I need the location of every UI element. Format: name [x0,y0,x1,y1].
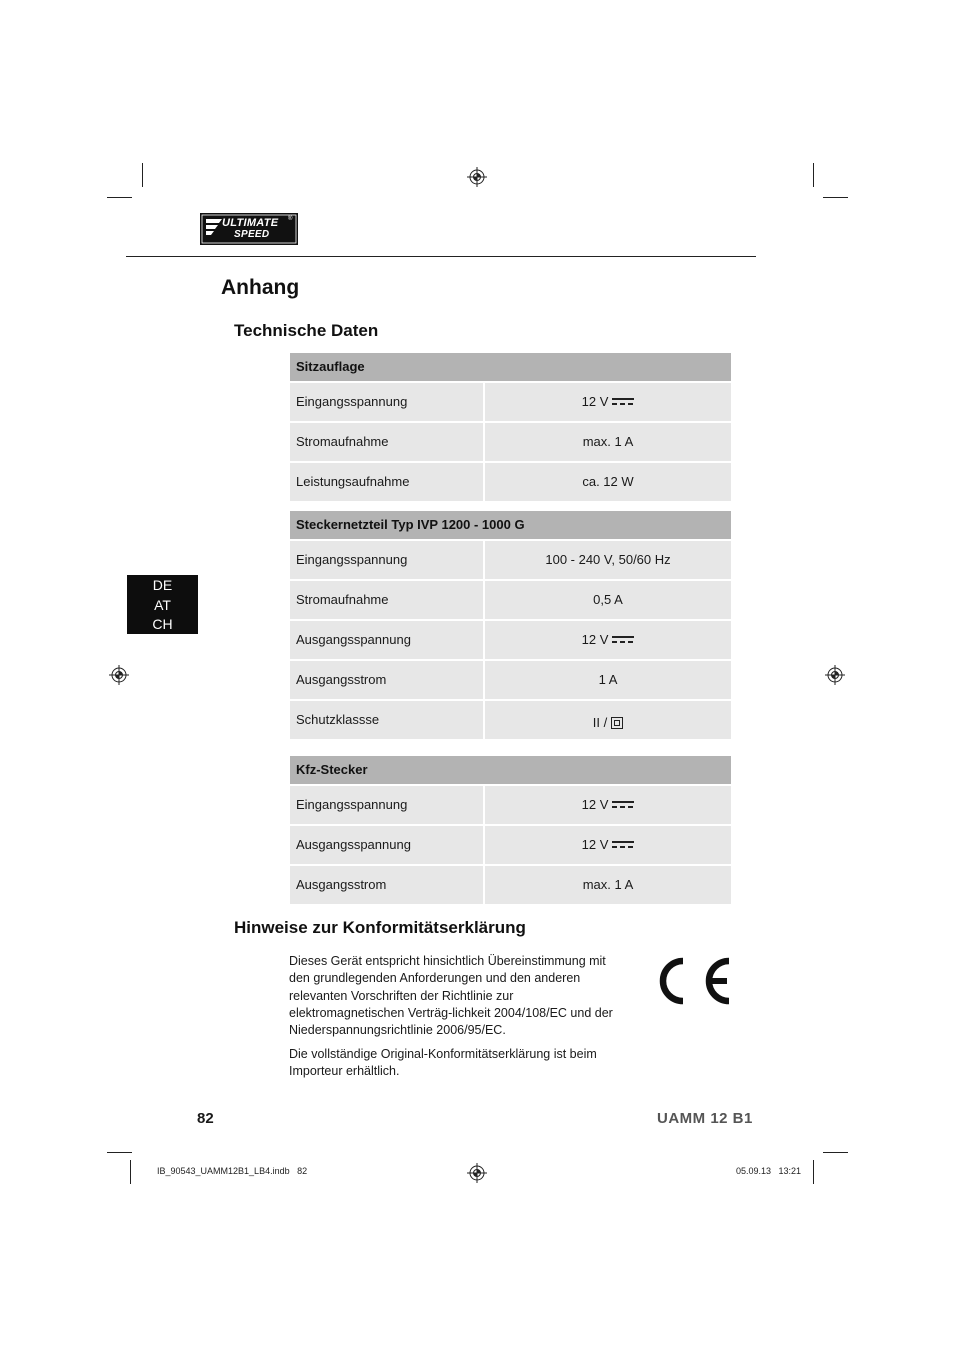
table-row [290,866,731,904]
trademark-symbol: ® [288,216,293,222]
language-tab [127,575,198,634]
table-row [290,826,731,866]
spec-value: ca. 12 W [485,463,731,501]
table-row [290,581,731,621]
conformity-note: Die vollständige Original-Konformitätserklärung ist beim Importeur erhältlich. [289,1047,597,1079]
spec-value: 12 V [485,383,731,421]
table-row [290,701,731,739]
protection-class-2-icon [611,717,623,729]
crop-mark [823,197,848,198]
spec-value: max. 1 A [485,866,731,904]
spec-value: 12 V [485,786,731,824]
table-row [290,786,731,826]
table-header: Sitzauflage [290,353,731,383]
spec-value: II / [485,701,731,739]
spec-value: 12 V [485,621,731,659]
spec-label: Ausgangsstrom [290,661,485,699]
language-de: DE [152,577,173,593]
table-row [290,383,731,423]
spec-table-seat-pad [290,353,731,501]
spec-table-car-plug [290,756,731,904]
spec-table-power-adapter [290,511,731,739]
table-row [290,463,731,501]
spec-label: Leistungsaufnahme [290,463,485,501]
spec-label: Eingangsspannung [290,541,485,579]
model-number: UAMM 12 B1 [657,1110,753,1127]
registration-mark-icon [825,665,845,685]
logo-line2: SPEED [234,229,270,240]
brand-logo [200,213,298,245]
spec-label: Ausgangsspannung [290,826,485,864]
table-row [290,541,731,581]
ce-mark-icon [656,954,732,1008]
dc-current-icon [612,841,634,850]
registration-mark-icon [467,167,487,187]
registration-mark-icon [109,665,129,685]
crop-mark [813,1160,814,1184]
crop-mark [142,163,143,187]
spec-label: Ausgangsstrom [290,866,485,904]
table-row [290,423,731,463]
language-at: AT [154,596,171,613]
table-row [290,621,731,661]
registration-mark-icon [467,1163,487,1183]
spec-label: Ausgangsspannung [290,621,485,659]
dc-current-icon [612,636,634,645]
crop-mark [107,197,132,198]
spec-label: Stromaufnahme [290,581,485,619]
spec-label: Eingangsspannung [290,786,485,824]
crop-mark [813,163,814,187]
spec-label: Schutzklassse [290,701,485,739]
spec-value: 100 - 240 V, 50/60 Hz [485,541,731,579]
table-header: Kfz-Stecker [290,756,731,786]
print-slug-file: IB_90543_UAMM12B1_LB4.indb 82 [157,1166,308,1176]
section-title-conformity: Hinweise zur Konformitätserklärung [234,918,526,937]
dc-current-icon [612,398,634,407]
conformity-paragraph: Dieses Gerät entspricht hinsichtlich Übereinstimmung mit den grundlegenden Anforderungen und den anderen relevanten Vorschriften der Richtlinie zur elektromagnetischen Verträg-lichkeit 2004/108/EC und der Niederspannungsrichtlinie 2006/95/EC. [289,954,613,1038]
spec-value: 1 A [485,661,731,699]
spec-value: 0,5 A [485,581,731,619]
spec-label: Stromaufnahme [290,423,485,461]
table-header: Steckernetzteil Typ IVP 1200 - 1000 G [290,511,731,541]
header-rule [126,256,756,257]
section-title-technical-data: Technische Daten [234,321,379,340]
dc-current-icon [612,801,634,810]
language-ch: CH [152,616,173,632]
spec-label: Eingangsspannung [290,383,485,421]
crop-mark [130,1160,131,1184]
logo-line1: ULTIMATE [222,217,279,229]
spec-value: max. 1 A [485,423,731,461]
page-number: 82 [197,1110,214,1127]
print-slug-date: 05.09.13 13:21 [736,1166,802,1176]
crop-mark [107,1152,132,1153]
table-row [290,661,731,701]
page-title: Anhang [221,276,300,299]
crop-mark [823,1152,848,1153]
spec-value: 12 V [485,826,731,864]
